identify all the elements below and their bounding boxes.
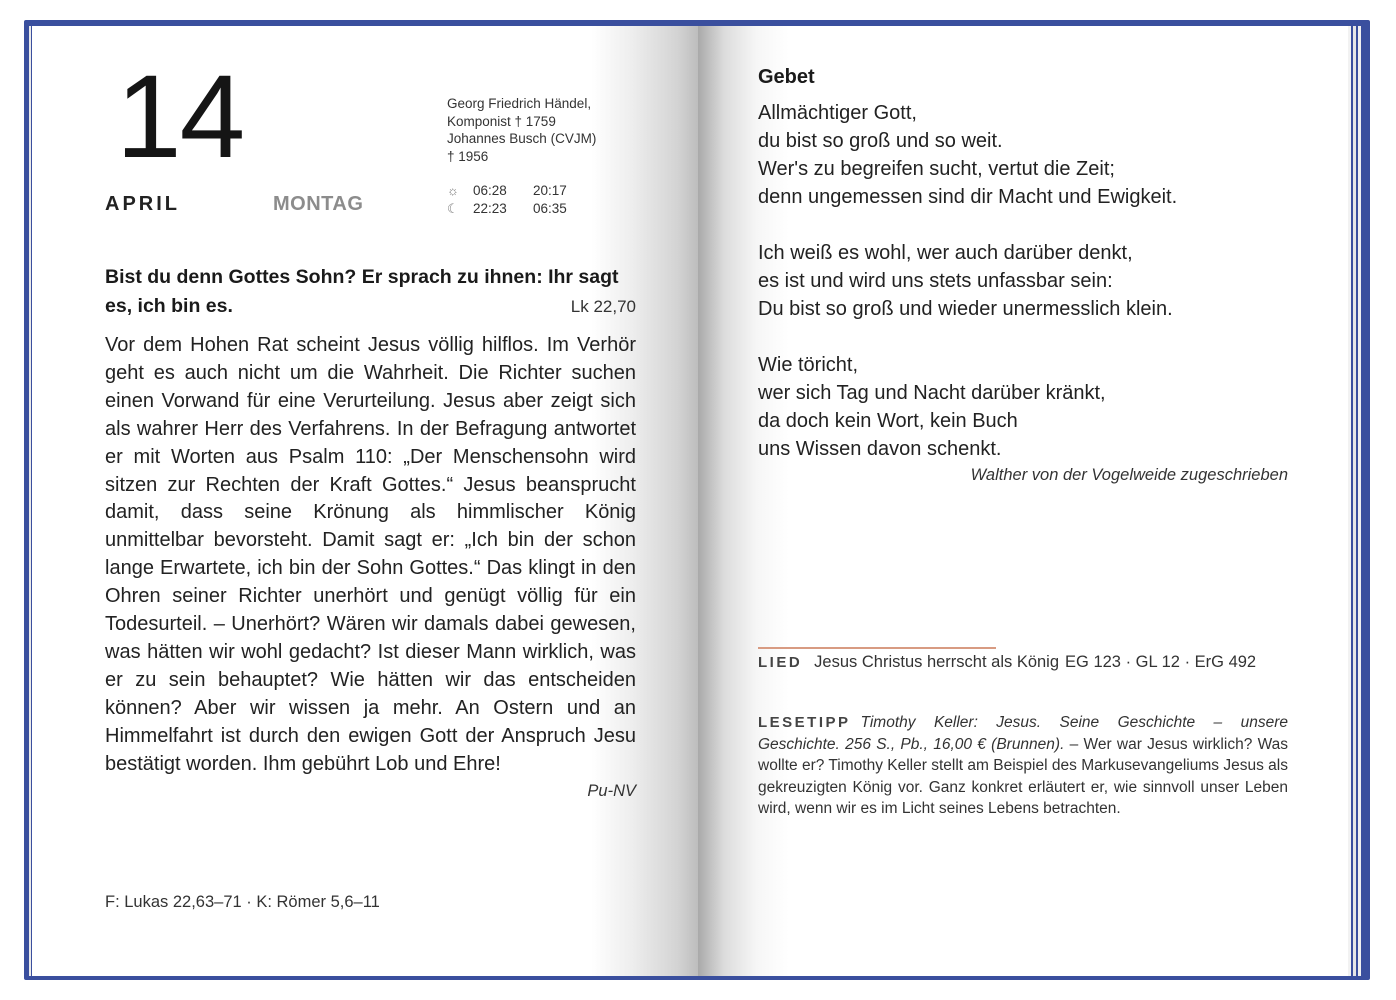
prayer-line: Wer's zu begreifen sucht, vertut die Zeit; (758, 158, 1115, 180)
song-recommendation (758, 653, 1288, 672)
prayer-title: Gebet (758, 66, 815, 88)
prayer-line: da doch kein Wort, kein Buch (758, 410, 1018, 432)
song-label: LIED (758, 654, 803, 671)
page-edge (1348, 26, 1351, 976)
prayer-line: Du bist so groß und wieder unermesslich klein. (758, 298, 1173, 320)
moon-times (447, 200, 567, 218)
prayer-stanza (758, 351, 1177, 463)
reading-tip (758, 712, 1288, 820)
section-divider (758, 647, 996, 649)
sun-icon: ☼ (447, 183, 459, 198)
prayer-line: uns Wissen davon schenkt. (758, 438, 1002, 460)
memorial-line: † 1956 (447, 148, 489, 164)
weekday-label: MONTAG (273, 193, 364, 215)
devotion-text: Vor dem Hohen Rat scheint Jesus völlig hilflos. Im Verhör geht es auch nicht um die Wahrheit. Die Richter suchen einen Vorwand für eine Verurteilung. Jesus aber zeigt sich als wahrer Herr des Verfahrens. In der Befragung antwortet er mit Worten aus Psalm 110: „Der Menschensohn wird sitzen zur Rechten der Kraft Gottes.“ Jesus beansprucht damit, dass seine Krönung als himmlischer König unmittelbar bevorsteht. Damit sagt er: „Ich bin der schon lange Erwartete, ich bin der Sohn Gottes.“ Das klingt in den Ohren seiner Richter unerhört und genügt völlig für ein Todesurteil. – Unerhört? Wären wir damals dabei gewesen, was hätten wir wohl gedacht? Ist dieser Mann wirklich, was er zu sein behauptet? Wie hätten wir das entscheiden können? Aber wir wissen ja mehr. An Ostern und an Himmelfahrt ist durch den ewigen Gott der Anspruch Jesu bestätigt worden. Ihm gebührt Lob und Ehre! (105, 334, 636, 775)
memorial-line: Georg Friedrich Händel, (447, 96, 592, 111)
prayer-stanza (758, 99, 1177, 211)
sunrise-time: 06:28 (473, 183, 507, 198)
song-hymnal-refs: EG 123 · GL 12 · ErG 492 (1065, 653, 1257, 671)
sunset-time: 20:17 (533, 183, 567, 198)
reading-tip-label: LESETIPP (758, 714, 851, 731)
sun-moon-times (447, 182, 567, 217)
month-label: APRIL (105, 193, 180, 215)
reading-tip-text: – Wer war Jesus wirklich? Was wollte er? Timothy Keller stellt am Beispiel des Markusevangeliums Jesus als gekreuzigten König vor. Ganz konkret erläutert er, wie sinnvoll unser Leben wird, wenn wir es im Licht seines Lebens betrachten. (758, 735, 1288, 817)
song-title: Jesus Christus herrscht als König (814, 653, 1060, 671)
moonrise-time: 22:23 (473, 200, 507, 216)
verse-reference: Lk 22,70 (570, 297, 636, 316)
page-edge (1353, 26, 1356, 976)
page-edge-left (29, 26, 31, 976)
prayer-text (758, 99, 1177, 491)
moonset-time: 06:35 (533, 200, 567, 216)
prayer-author: Walther von der Vogelweide zugeschrieben (970, 466, 1288, 484)
memorial-notes (447, 95, 596, 165)
day-number: 14 (116, 51, 244, 183)
memorial-line: Johannes Busch (CVJM) (447, 131, 597, 146)
prayer-line: Allmächtiger Gott, (758, 102, 917, 124)
prayer-line: du bist so groß und so weit. (758, 130, 1003, 152)
memorial-line: Komponist † 1759 (447, 113, 556, 129)
devotion-author: Pu-NV (587, 782, 636, 800)
prayer-line: Ich weiß es wohl, wer auch darüber denkt, (758, 242, 1133, 264)
page-edge (1358, 26, 1361, 976)
prayer-line: es ist und wird uns stets unfassbar sein: (758, 270, 1113, 292)
prayer-line: wer sich Tag und Nacht darüber kränkt, (758, 382, 1106, 404)
prayer-line: denn ungemessen sind dir Macht und Ewigkeit. (758, 186, 1178, 208)
sun-times (447, 182, 567, 200)
reading-tip-book: Timothy Keller: Jesus. Seine Geschichte – unsere Geschichte. 256 S., Pb., 16,00 € (Brunnen). (758, 714, 1288, 753)
prayer-stanza (758, 239, 1177, 323)
daily-verse: Bist du denn Gottes Sohn? Er sprach zu ihnen: Ihr sagt es, ich bin es. (105, 266, 619, 317)
moon-icon: ☾ (447, 200, 459, 216)
prayer-line: Wie töricht, (758, 354, 859, 376)
bible-readings: F: Lukas 22,63–71 · K: Römer 5,6–11 (105, 893, 380, 911)
